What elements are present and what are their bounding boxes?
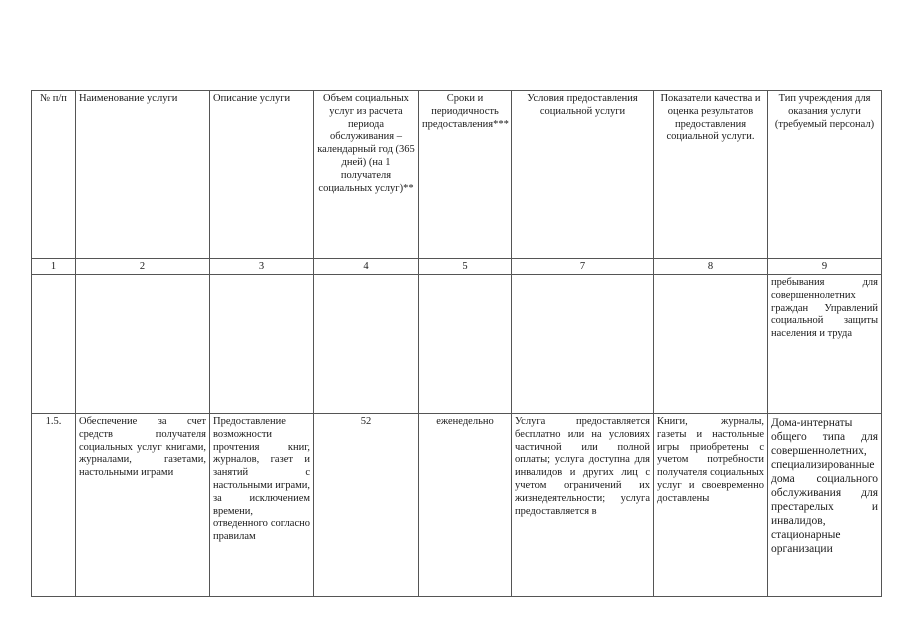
service-terms: еженедельно	[419, 414, 512, 597]
social-services-table	[31, 90, 882, 597]
column-number: 3	[210, 259, 314, 275]
table-row	[32, 414, 882, 597]
service-institution-type: Дома-интернаты общего типа для совершеннолетних, специализированные дома социального обслуживания для престарелых и инвалидов, стационарные организации	[768, 414, 882, 597]
column-number: 2	[76, 259, 210, 275]
service-conditions: Услуга предоставляется бесплатно или на условиях частичной или полной оплаты; услуга доступна для инвалидов и других лиц с учетом ограничений их жизнедеятельности; услуга предоставляется в	[512, 414, 654, 597]
continuation-institution-type: пребывания для совершеннолетних граждан Управлений социальной защиты населения и труда	[768, 275, 882, 414]
service-volume: 52	[314, 414, 419, 597]
continuation-row	[32, 275, 882, 414]
empty-cell	[512, 275, 654, 414]
service-description: Предоставление возможности прочтения книг, журналов, газет и занятий с настольными играми, за исключением времени, отведенного согласно правилам	[210, 414, 314, 597]
header-number: № п/п	[32, 91, 76, 259]
empty-cell	[654, 275, 768, 414]
column-number: 4	[314, 259, 419, 275]
empty-cell	[76, 275, 210, 414]
header-service-description: Описание услуги	[210, 91, 314, 259]
header-volume: Объем социальных услуг из расчета периода обслуживания – календарный год (365 дней) (на 1 получателя социальных услуг)**	[314, 91, 419, 259]
header-institution-type: Тип учреждения для оказания услуги (требуемый персонал)	[768, 91, 882, 259]
column-number: 9	[768, 259, 882, 275]
empty-cell	[314, 275, 419, 414]
column-number: 8	[654, 259, 768, 275]
column-number: 1	[32, 259, 76, 275]
column-number-row	[32, 259, 882, 275]
column-number: 7	[512, 259, 654, 275]
header-service-name: Наименование услуги	[76, 91, 210, 259]
header-quality: Показатели качества и оценка результатов предоставления социальной услуги.	[654, 91, 768, 259]
service-name: Обеспечение за счет средств получателя социальных услуг книгами, журналами, газетами, настольными играми	[76, 414, 210, 597]
row-number: 1.5.	[32, 414, 76, 597]
header-conditions: Условия предоставления социальной услуги	[512, 91, 654, 259]
empty-cell	[32, 275, 76, 414]
table-header-row	[32, 91, 882, 259]
column-number: 5	[419, 259, 512, 275]
empty-cell	[419, 275, 512, 414]
header-terms: Сроки и периодичность предоставления***	[419, 91, 512, 259]
empty-cell	[210, 275, 314, 414]
service-quality: Книги, журналы, газеты и настольные игры приобретены с учетом потребности получателя социальных услуг и своевременно доставлены	[654, 414, 768, 597]
